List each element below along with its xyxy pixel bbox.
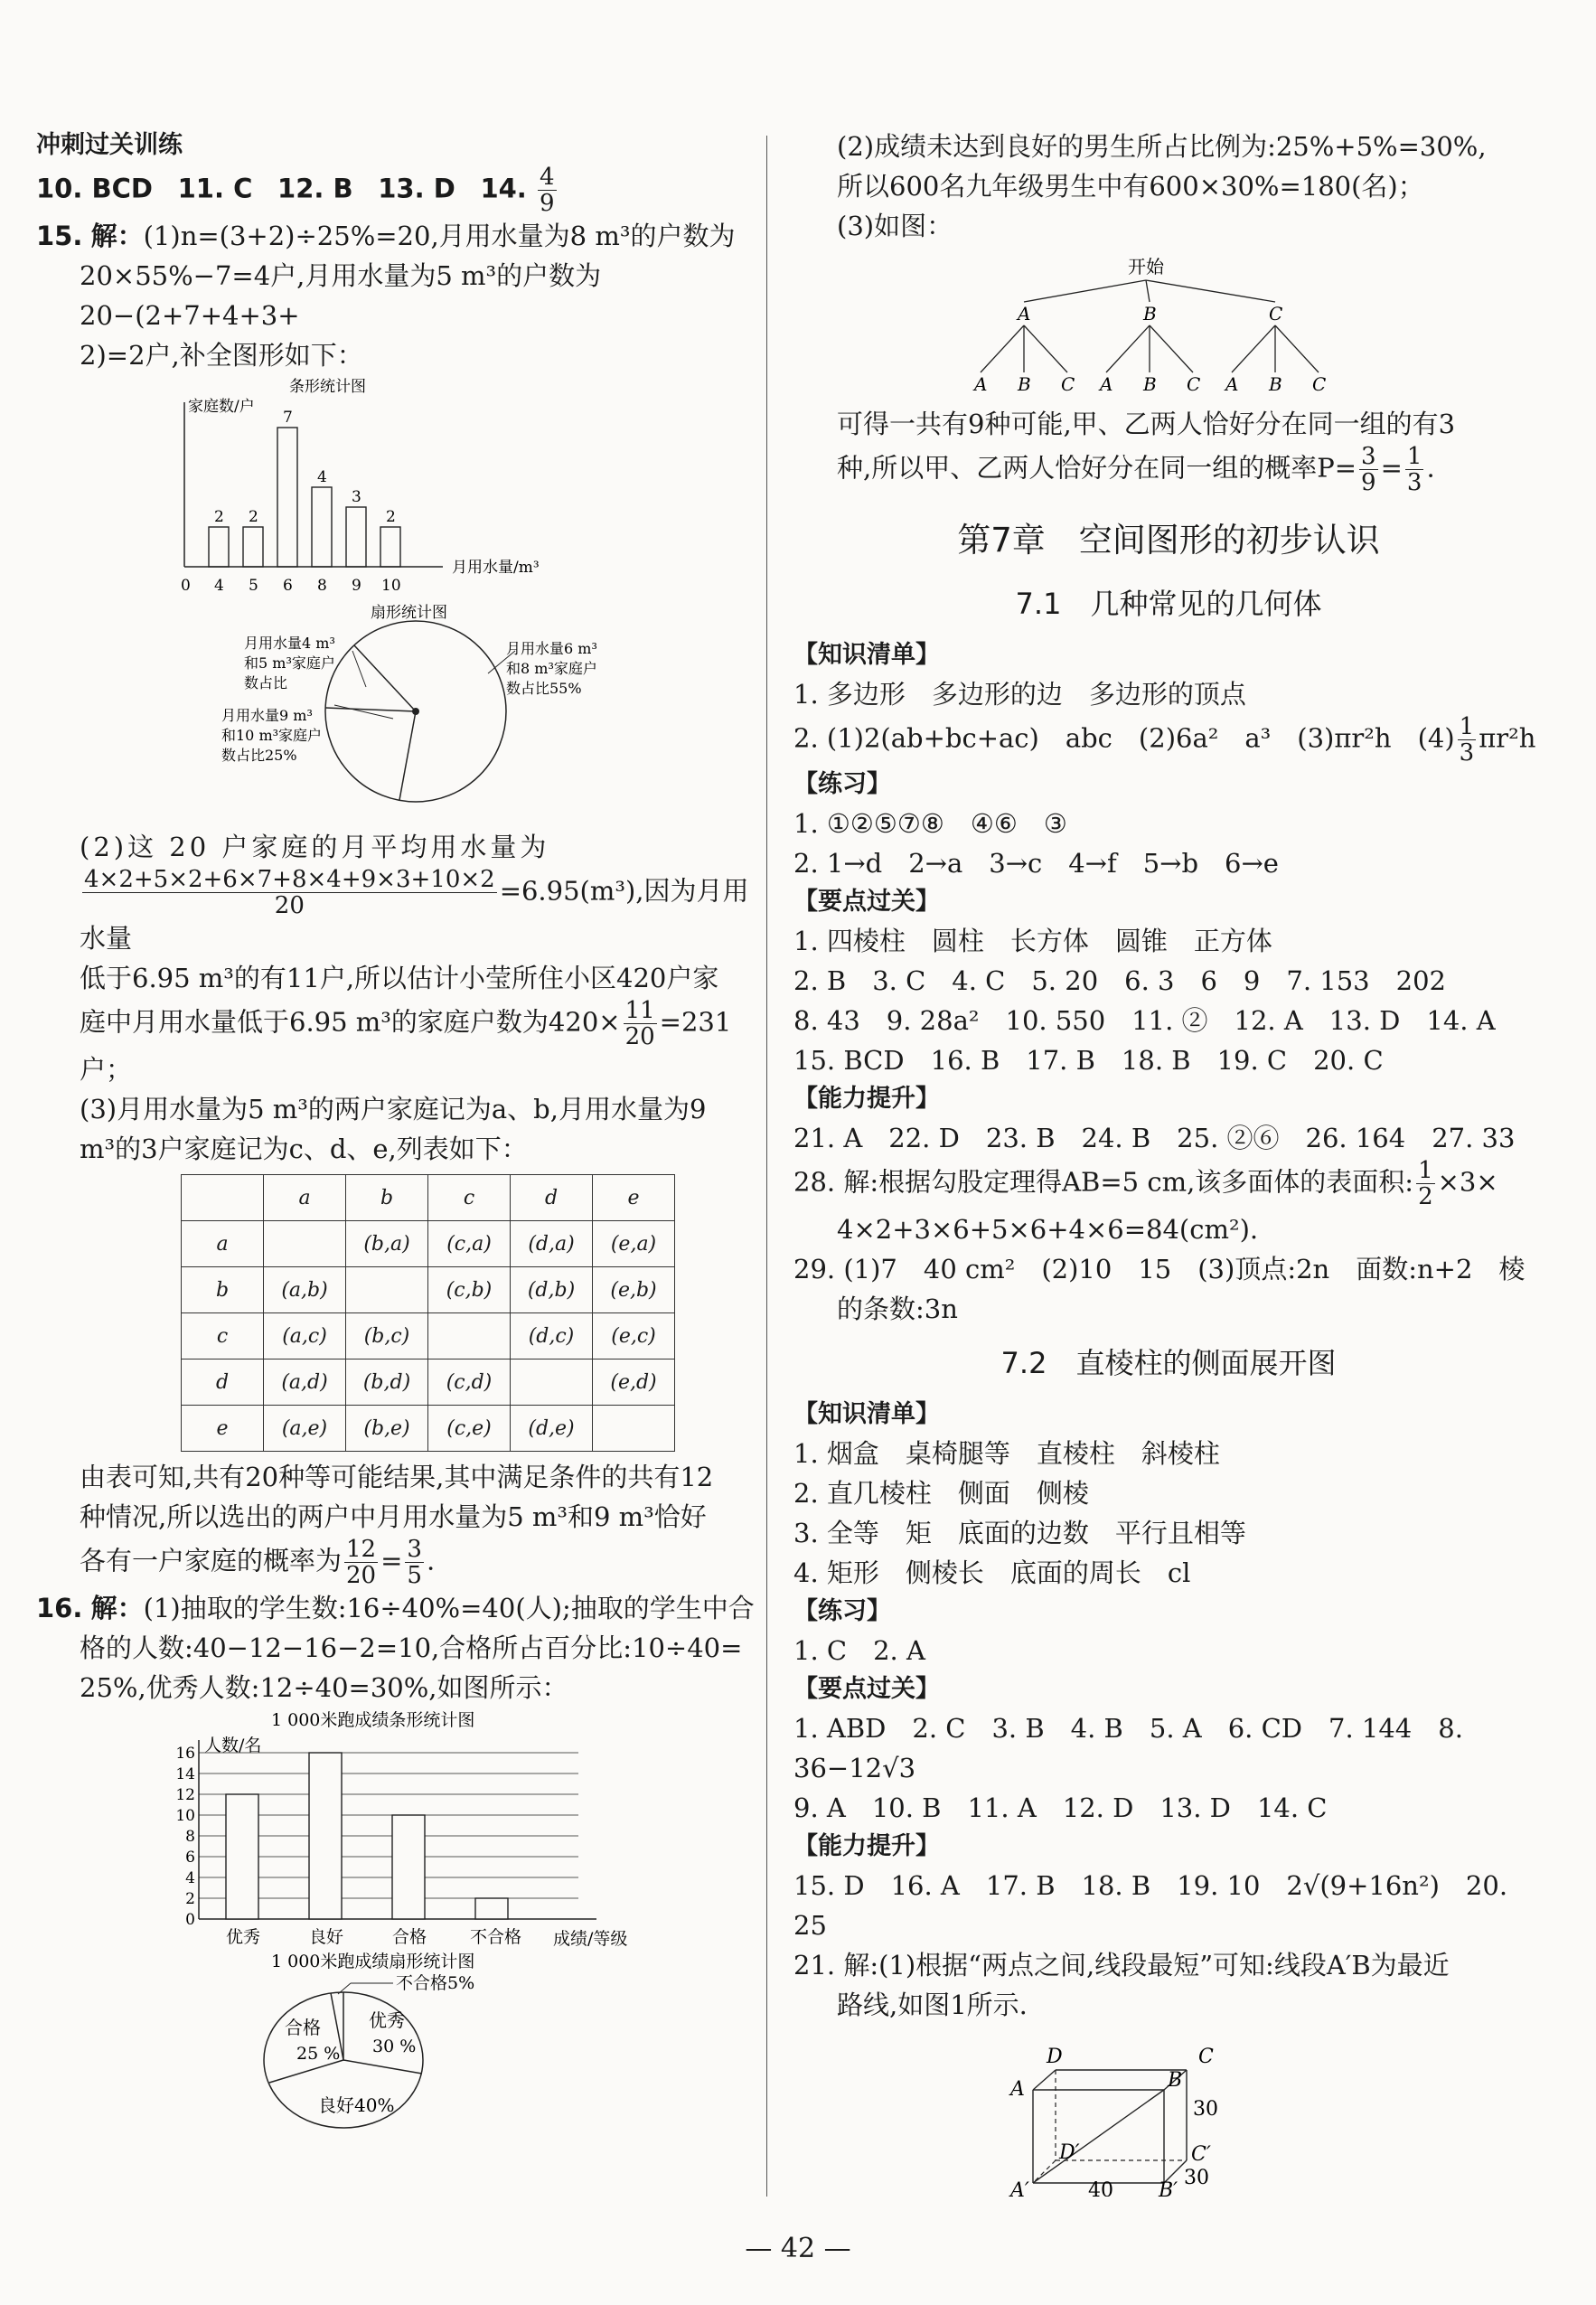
pie-label: 合格 (285, 2017, 321, 2038)
pie-label: 月用水量9 m³ (221, 707, 313, 724)
q16-pie-chart (36, 1947, 755, 2137)
subheading: 【能力提升】 (793, 1832, 940, 1860)
q15-part3: (3)月用水量为5 m³的两户家庭记为a、b,月用水量为9 (80, 1094, 707, 1124)
answer-line: 的条数:3n (837, 1294, 958, 1324)
q15-part2-line: 庭中月用水量低于6.95 m³的家庭户数为420× $\frac{11}{20}$ =231户； (80, 997, 732, 1085)
answer: 11. C (177, 173, 253, 204)
category-label: 合格 (392, 1927, 427, 1947)
q15-part3: m³的3户家庭记为c、d、e,列表如下： (80, 1134, 528, 1164)
answer-line: 15. D 16. A 17. B 18. B 19. 10 2√(9+16n²) 20. 25 (793, 1870, 1508, 1941)
answer-line: 2. B 3. C 4. C 5. 20 6. 3 6 9 7. 153 202 (793, 965, 1446, 996)
fraction: $\frac{4\times 2+5\times 2+6\times 7+8\times 4+9\times 3+10\times 2}{20}$ (84, 866, 495, 919)
section-heading: 冲刺过关训练 (36, 131, 183, 159)
pie-label: 数占比 (244, 674, 288, 692)
bar (209, 527, 229, 567)
pie-label: 良好40% (318, 2094, 395, 2116)
vertex-label: A (1010, 2078, 1025, 2101)
bar (309, 1753, 342, 1919)
q16-line: 25%,优秀人数:12÷40=30%,如图所示： (80, 1672, 568, 1703)
pie-label: 和10 m³家庭户 (221, 727, 323, 744)
bar (226, 1794, 258, 1919)
q15-line: 2)=2户,补全图形如下： (80, 340, 363, 371)
answer-line: 1. ABD 2. C 3. B 4. B 5. A 6. CD 7. 144 8. 36−12√3 (793, 1713, 1463, 1783)
q15-part2: (2)这 20 户家庭的月平均用水量为 (80, 832, 550, 862)
pie-center (412, 708, 419, 715)
tree-leaf: C (1061, 373, 1075, 395)
answer: 13. D (378, 173, 455, 204)
subheading: 【知识清单】 (793, 641, 940, 669)
y-ticks (175, 1745, 195, 1929)
edge-length: 30 (1193, 2098, 1218, 2121)
bar (380, 527, 400, 567)
answer-line: 21. 解:(1)根据“两点之间,线段最短”可知:线段A′B为最近 (793, 1950, 1450, 1980)
chart-title: 1 000米跑成绩条形统计图 (271, 1710, 475, 1730)
answer-line: 2. 直几棱柱 侧面 侧棱 (793, 1478, 1089, 1509)
right-column (793, 127, 1544, 2197)
fraction: $\frac{4}{9}$ (540, 164, 555, 217)
pie-label: 30 % (372, 2037, 417, 2056)
vertex-label: A′ (1010, 2179, 1029, 2197)
cuboid-figure (793, 2025, 1544, 2197)
column-divider (766, 136, 767, 2197)
subheading: 【知识清单】 (793, 1400, 940, 1428)
q16-continuation: (2)成绩未达到良好的男生所占比例为:25%+5%=30%, (837, 131, 1487, 162)
pie-label: 月用水量4 m³ (244, 635, 335, 652)
q15-conclusion: 各有一户家庭的概率为 $\frac{12}{20}$ = $\frac{3}{5}$ . (80, 1536, 436, 1589)
bar-value: 2 (214, 508, 224, 526)
tick: 4 (214, 577, 224, 595)
pie-label: 和8 m³家庭户 (506, 660, 597, 677)
answer-line: 2. (1)2(ab+bc+ac) abc (2)6a² a³ (3)πr²h (4) $\frac{1}{3}$ πr²h (793, 713, 1536, 767)
q16-continuation: (3)如图： (837, 211, 953, 241)
bar-value: 2 (249, 508, 258, 526)
answer-line: 29. (1)7 40 cm² (2)10 15 (3)顶点:2n 面数:n+2 棱 (793, 1254, 1526, 1284)
pie-divider (354, 645, 416, 711)
x-axis-label: 成绩/等级 (553, 1929, 628, 1947)
vertex-label: C (1198, 2046, 1214, 2068)
q15-pie-chart (36, 601, 755, 827)
vertex-label: B′ (1159, 2179, 1178, 2197)
answer-line: 1. 烟盒 桌椅腿等 直棱柱 斜棱柱 (793, 1438, 1220, 1469)
answer-line: 路线,如图1所示. (837, 1990, 1028, 2020)
chart-title: 1 000米跑成绩扇形统计图 (271, 1952, 475, 1971)
category-label: 良好 (309, 1927, 344, 1947)
tick: 8 (317, 577, 327, 595)
answer-line: 21. A 22. D 23. B 24. B 25. ②⑥ 26. 164 27. 33 (793, 1123, 1516, 1153)
bar-value: 3 (352, 488, 361, 506)
tree-node: B (1143, 303, 1157, 325)
q15-conclusion: 种情况,所以选出的两户中月用水量为5 m³和9 m³恰好 (80, 1501, 707, 1532)
tick: 10 (381, 577, 401, 595)
fraction: $\frac{3}{5}$ (407, 1536, 422, 1589)
left-column (36, 127, 755, 2137)
leader-line (334, 705, 393, 719)
edge-length: 40 (1088, 2179, 1113, 2197)
pie-label: 和5 m³家庭户 (244, 654, 335, 672)
tree-conclusion: 可得一共有9种可能,甲、乙两人恰好分在同一组的有3 (837, 409, 1456, 439)
tree-root: 开始 (1128, 256, 1164, 278)
bar (346, 507, 366, 567)
bar (475, 1898, 508, 1919)
y-tick: 10 (175, 1807, 195, 1825)
answers-row (36, 165, 755, 216)
chart-title: 扇形统计图 (371, 604, 447, 622)
chart-title: 条形统计图 (289, 378, 366, 396)
tree-leaf: A (1225, 373, 1239, 395)
subheading: 【要点过关】 (793, 1675, 940, 1703)
answer: 10. BCD (36, 173, 153, 204)
bar (243, 527, 263, 567)
bars (209, 409, 400, 567)
tree-node: A (1018, 303, 1031, 325)
tree-leaf: C (1312, 373, 1327, 395)
subheading: 【要点过关】 (793, 888, 940, 916)
tick: 5 (249, 577, 258, 595)
tree-leaf: A (1100, 373, 1113, 395)
answer-line: 15. BCD 16. B 17. B 18. B 19. C 20. C (793, 1045, 1384, 1076)
bar-value: 7 (283, 409, 293, 427)
answer-line: 8. 43 9. 28a² 10. 550 11. ② 12. A 13. D 14. A (793, 1005, 1496, 1036)
y-tick: 4 (185, 1869, 195, 1887)
outcome-table (181, 1174, 675, 1452)
pie-label: 数占比55% (506, 680, 582, 697)
answer-line: 4×2+3×6+5×6+4×6=84(cm²). (837, 1214, 1259, 1245)
category-label: 优秀 (226, 1927, 261, 1947)
table-row: a (b,a) (c,a) (d,a) (e,a) (182, 1221, 675, 1267)
fraction: $\frac{11}{20}$ (624, 997, 655, 1050)
y-tick: 8 (185, 1828, 195, 1846)
x-ticks (181, 577, 401, 595)
section-title: 7.1 几种常见的几何体 (1015, 587, 1322, 621)
table-row: e (a,e) (b,e) (c,e) (d,e) (182, 1406, 675, 1452)
pie-divider (399, 711, 416, 800)
tick: 0 (181, 577, 191, 595)
q16-continuation: 所以600名九年级男生中有600×30%=180(名)； (837, 171, 1424, 202)
vertex-label: C′ (1191, 2143, 1211, 2166)
table-row: b (a,b) (c,b) (d,b) (e,b) (182, 1267, 675, 1313)
pie-label: 优秀 (369, 2009, 405, 2031)
bar-value: 2 (386, 508, 396, 526)
page-number: — 42 — (745, 2233, 851, 2264)
chapter-title: 第7章 空间图形的初步认识 (957, 521, 1380, 560)
subheading: 【能力提升】 (793, 1085, 940, 1113)
x-axis-label: 月用水量/m³ (452, 559, 540, 577)
fraction: $\frac{12}{20}$ (346, 1536, 377, 1589)
q15-part2-line: $\frac{4\times 2+5\times 2+6\times 7+8\times 4+9\times 3+10\times 2}{20}$ =6.95(m³),因为月用水量 (80, 866, 749, 954)
answer-line: 9. A 10. B 11. A 12. D 13. D 14. C (793, 1792, 1328, 1823)
answer-line: 1. 多边形 多边形的边 多边形的顶点 (793, 679, 1246, 710)
y-tick: 2 (185, 1890, 195, 1908)
subheading: 【练习】 (793, 1597, 891, 1625)
y-tick: 0 (185, 1911, 195, 1929)
bar (392, 1815, 425, 1919)
table-row: d (a,d) (b,d) (c,d) (e,d) (182, 1359, 675, 1406)
q15-line: 15. 解：(1)n=(3+2)÷25%=20,月用水量为8 m³的户数为 (36, 221, 736, 251)
tree-leaf: C (1187, 373, 1201, 395)
bar-value: 4 (317, 468, 327, 486)
answer-line: 1. ①②⑤⑦⑧ ④⑥ ③ (793, 808, 1067, 839)
table-row: a b c d e (182, 1175, 675, 1221)
pie-divider (343, 2060, 422, 2074)
category-label: 不合格 (470, 1927, 522, 1947)
tree-leaf: B (1018, 373, 1031, 395)
fraction: $\frac{1}{3}$ (1406, 443, 1422, 496)
vertex-label: D (1047, 2046, 1063, 2068)
fraction: $\frac{1}{2}$ (1418, 1157, 1433, 1210)
fraction: $\frac{1}{3}$ (1459, 713, 1475, 767)
pie-label: 不合格5% (396, 1973, 475, 1993)
tick: 9 (352, 577, 361, 595)
answer-line: 3. 全等 矩 底面的边数 平行且相等 (793, 1518, 1246, 1548)
vertex-label: D′ (1059, 2141, 1080, 2164)
q15-bar-chart (36, 375, 755, 619)
y-tick: 14 (175, 1765, 195, 1783)
pie-label: 25 % (296, 2044, 341, 2064)
q16-line: 格的人数:40−12−16−2=10,合格所占百分比:10÷40= (80, 1632, 743, 1663)
pie-label: 月用水量6 m³ (506, 640, 597, 657)
tree-leaf: B (1269, 373, 1282, 395)
vertex-label: B (1168, 2069, 1183, 2092)
y-axis-label: 家庭数/户 (188, 398, 255, 416)
bar (277, 428, 297, 567)
answer-line: 1. 四棱柱 圆柱 长方体 圆锥 正方体 (793, 926, 1272, 956)
table-row: c (a,c) (b,c) (d,c) (e,c) (182, 1313, 675, 1359)
answer-line: 1. C 2. A (793, 1635, 925, 1666)
answer-label: 14. (480, 173, 527, 204)
pie-divider (325, 708, 416, 711)
bar (312, 487, 332, 567)
answer: 12. B (277, 173, 353, 204)
q16-line: 16. 解：(1)抽取的学生数:16÷40%=40(人);抽取的学生中合 (36, 1593, 755, 1623)
pie-label: 数占比25% (221, 747, 297, 764)
y-axis-label: 人数/名 (204, 1736, 262, 1755)
q15-conclusion: 由表可知,共有20种等可能结果,其中满足条件的共有12 (80, 1462, 714, 1492)
tree-leaf: A (974, 373, 988, 395)
y-tick: 12 (175, 1786, 195, 1804)
answer-line: 2. 1→d 2→a 3→c 4→f 5→b 6→e (793, 848, 1279, 879)
answer-line: 4. 矩形 侧棱长 底面的周长 cl (793, 1557, 1191, 1588)
q16-bar-chart (36, 1708, 755, 1947)
tree-diagram (793, 246, 1544, 404)
answer-line: 28. 解:根据勾股定理得AB=5 cm,该多面体的表面积: $\frac{1}{2}$ ×3× (793, 1157, 1498, 1210)
q15-line: 20×55%−7=4户,月用水量为5 m³的户数为20−(2+7+4+3+ (80, 260, 602, 331)
q15-part2-line: 低于6.95 m³的有11户,所以估计小莹所住小区420户家 (80, 963, 719, 993)
tree-conclusion: 种,所以甲、乙两人恰好分在同一组的概率P= $\frac{3}{9}$ = $\frac{1}{3}$ . (837, 443, 1435, 496)
y-tick: 6 (185, 1849, 195, 1867)
edge-length: 30 (1184, 2167, 1209, 2189)
section-title: 7.2 直棱柱的侧面展开图 (1000, 1346, 1337, 1380)
tree-leaf: B (1143, 373, 1157, 395)
fraction: $\frac{3}{9}$ (1361, 443, 1376, 496)
y-tick: 16 (175, 1745, 195, 1763)
tree-node: C (1269, 303, 1283, 325)
tick: 6 (283, 577, 293, 595)
subheading: 【练习】 (793, 770, 891, 798)
